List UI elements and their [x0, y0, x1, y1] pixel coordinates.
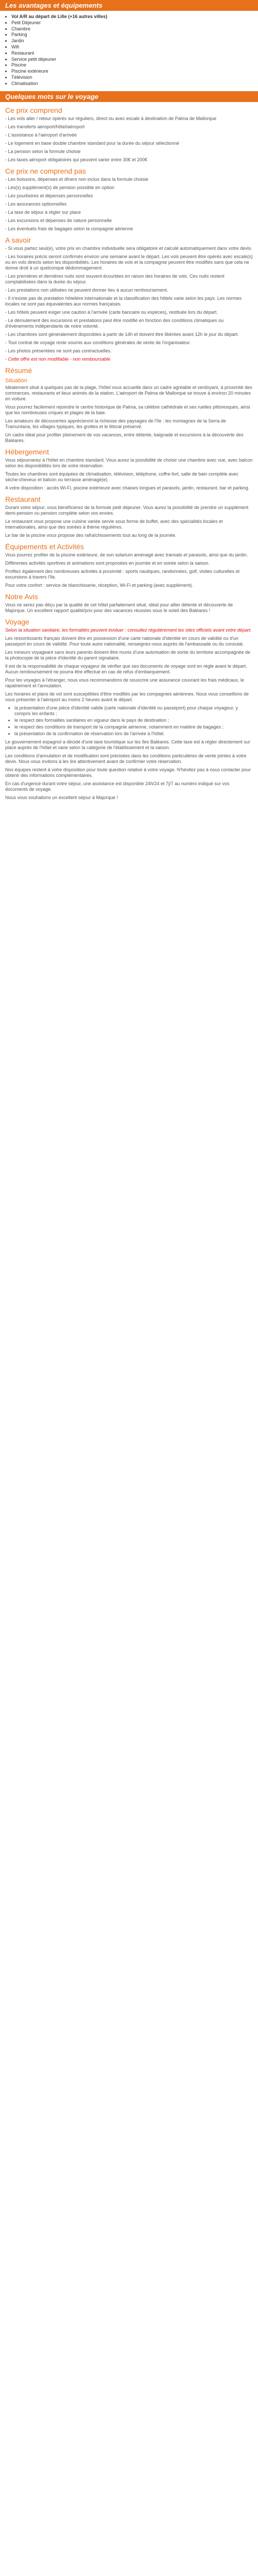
hebergement-paragraph: Toutes les chambres sont équipées de climatisation, télévision, téléphone, coffre-fort, salle de bain complète avec sèche-cheveux et balcon ou terrasse aménagé(e). — [5, 471, 239, 482]
section-title-hebergement: Hébergement — [5, 447, 49, 456]
voyage-paragraph: Les mineurs voyageant sans leurs parents doivent être munis d'une autorisation de sortie du territoire accompagnée de la photocopie de la pièce d'identité du parent signataire. — [5, 649, 250, 660]
a-savoir-paragraph: - Les prestations non utilisées ne peuvent donner lieu à aucun remboursement. — [5, 287, 168, 293]
prix-comprend-item: - Le logement en base double chambre standard pour la durée du séjour sélectionné — [5, 140, 180, 146]
prix-ne-comprend-item: - Les assurances optionnelles — [5, 201, 67, 207]
advantage-item: • Piscine — [11, 62, 258, 69]
equipements-paragraph: Vous pourrez profiter de la piscine extérieure, de son solarium aménagé avec transats et parasols, ainsi que du jardin. — [5, 552, 248, 557]
prix-ne-comprend-item: - Les boissons, dépenses et dîners non inclus dans la formule choisie — [5, 176, 149, 182]
restaurant-paragraph: Le bar de la piscine vous propose des rafraîchissements tout au long de la journée. — [5, 532, 176, 538]
voyage-paragraph: Pour les voyages à l'étranger, nous vous recommandons de souscrire une assurance couvrant les frais médicaux, le rapatriement et l'annulation. — [5, 677, 244, 688]
voyage-closing: Nous vous souhaitons un excellent séjour à Majorque ! — [5, 794, 118, 800]
section-title-a-savoir: A savoir — [5, 235, 31, 244]
section-title-situation: Situation — [5, 377, 27, 384]
a-savoir-paragraph: - Si vous partez seul(e), votre prix en chambre individuelle sera obligatoire et calculé automatiquement dans votre devis. — [5, 245, 252, 251]
hebergement-paragraph: Vous séjournerez à l'hôtel en chambre standard. Vous aurez la possibilité de choisir une chambre avec vue, avec balcon selon les disponibilités lors de votre réservation. — [5, 457, 253, 468]
voyage-warning: Selon la situation sanitaire, les formalités peuvent évoluer : consultez régulièrement les sites officiels avant votre départ. — [5, 627, 252, 633]
a-savoir-paragraph: - Les premières et dernières nuits sont souvent écourtées en raison des horaires de vols. Ces nuits restent comptabilisées dans la durée du séjour. — [5, 273, 224, 284]
a-savoir-paragraph: - Les photos présentées ne sont pas contractuelles. — [5, 348, 112, 353]
advantage-item: • Wifi — [11, 44, 258, 50]
prix-ne-comprend-item: - Les éventuels frais de bagages selon la compagnie aérienne — [5, 226, 133, 231]
section-title-prix-ne-comprend: Ce prix ne comprend pas — [5, 166, 86, 175]
prix-ne-comprend-item: - Les excursions et dépenses de nature personnelle — [5, 217, 112, 223]
a-savoir-warning: - Cette offre est non modifiable - non remboursable — [5, 356, 110, 362]
advantages-banner: Les avantages et équipements — [0, 0, 258, 11]
voyage-paragraph: Il est de la responsabilité de chaque voyageur de vérifier que ses documents de voyage sont en règle avant le départ. Aucun remboursement ne pourra être effectué en cas de refus d'embarquement. — [5, 663, 247, 674]
advantage-item: • Climatisation — [11, 81, 258, 87]
voyage-paragraph: Les ressortissants français doivent être en possession d'une carte nationale d'identité en cours de validité ou d'un passeport en cours de validité. Pour toute autre nationalité, renseignez-vous auprès de l'ambassade ou du consulat. — [5, 635, 244, 647]
a-savoir-paragraph: - Tout contrat de voyage reste soumis aux conditions générales de vente de l'organisateur. — [5, 340, 191, 345]
advantage-item: • Chambre — [11, 26, 258, 32]
hebergement-paragraph: A votre disposition : accès Wi-Fi, piscine extérieure avec chaises longues et parasols, jardin, restaurant, bar et parking. — [5, 485, 250, 490]
section-title-voyage: Voyage — [5, 617, 29, 626]
voyage-closing: Les conditions d'annulation et de modification sont précisées dans les conditions particulières de vente jointes à votre devis. Nous vous invitons à les lire attentivement avant de confirmer votre réservation. — [5, 753, 247, 764]
prix-ne-comprend-item: - Les pourboires et dépenses personnelles — [5, 193, 93, 198]
advantage-item: • Piscine extérieure — [11, 69, 258, 75]
voyage-list-item: • le respect des formalités sanitaires en vigueur dans le pays de destination ; — [14, 718, 253, 723]
prix-comprend-item: - Les transferts aéroport/hôtel/aéroport — [5, 124, 85, 129]
prix-comprend-intro: - Les vols aller / retour opérés sur réguliers, direct ou avec escale à destination de Palma de Mallorque — [5, 115, 217, 121]
a-savoir-paragraph: - Les horaires précis seront confirmés environ une semaine avant le départ. Les vols peuvent être opérés avec escale(s) ou en vols directs selon les disponibilités. Les horaires de vols et la compagnie peuvent être modifiés sans que cela ne donne droit à un quelconque dédommagement. — [5, 253, 253, 270]
equipements-paragraph: Différentes activités sportives et animations sont proposées en journée et en soirée selon la saison. — [5, 560, 210, 566]
section-title-restaurant: Restaurant — [5, 495, 41, 503]
voyage-list-item: • le respect des conditions de transport de la compagnie aérienne, notamment en matière de bagages ; — [14, 724, 253, 730]
voyage-paragraph: Les horaires et plans de vol sont susceptibles d'être modifiés par les compagnies aériennes. Nous vous conseillons de vous présenter à l'aéroport au moins 2 heures avant le départ. — [5, 691, 249, 702]
section-title-avis: Notre Avis — [5, 592, 38, 601]
restaurant-paragraph: Durant votre séjour, vous bénéficierez de la formule petit déjeuner. Vous aurez la possibilité de prendre un supplément demi-pension ou pension complète selon vos envies. — [5, 504, 249, 516]
equipements-paragraph: Profitez également des nombreuses activités à proximité : sports nautiques, randonnées, golf, visites culturelles et excursions à travers l'île. — [5, 568, 240, 580]
a-savoir-paragraph: - Les chambres sont généralement disponibles à partir de 14h et doivent être libérées avant 12h le jour du départ. — [5, 331, 239, 337]
situation-paragraph: Vous pourrez facilement rejoindre le centre historique de Palma, sa célèbre cathédrale et ses ruelles pittoresques, ainsi que les nombreuses criques et plages de la baie. — [5, 404, 250, 415]
voyage-list-item: • la présentation de la confirmation de réservation lors de l'arrivée à l'hôtel. — [14, 731, 253, 737]
advantages-list — [0, 14, 258, 87]
a-savoir-paragraph: - Le déroulement des excursions et prestations peut être modifié en fonction des conditions climatiques ou d'événements indépendants de notre volonté. — [5, 317, 224, 329]
prix-comprend-item: - La pension selon la formule choisie — [5, 148, 81, 154]
voyage-list — [5, 705, 253, 737]
equipements-paragraph: Pour votre confort : service de blanchisserie, réception, Wi-Fi et parking (avec supplément). — [5, 582, 194, 588]
prix-comprend-item: - L'assistance à l'aéroport d'arrivée — [5, 132, 77, 138]
advantage-item: • Petit Déjeuner — [11, 20, 258, 26]
a-savoir-paragraph: - Il n'existe pas de prestation hôtelière internationale et la classification des hôtels varie selon les pays. Les normes locales ne sont pas équivalentes aux normes françaises. — [5, 295, 241, 307]
a-savoir-paragraph: - Les hôtels peuvent exiger une caution à l'arrivée (carte bancaire ou espèces), restituée lors du départ. — [5, 309, 218, 315]
advantage-item: • Télévision — [11, 75, 258, 81]
section-title-resume: Résumé — [5, 366, 33, 375]
advantage-item: • Jardin — [11, 38, 258, 44]
voyage-list-item: • la présentation d'une pièce d'identité valide (carte nationale d'identité ou passeport) pour chaque voyageur, y compris les enfants ; — [14, 705, 253, 717]
voyage-closing: En cas d'urgence durant votre séjour, une assistance est disponible 24h/24 et 7j/7 au numéro indiqué sur vos documents de voyage. — [5, 781, 230, 792]
advantage-item: • Parking — [11, 32, 258, 38]
advantage-item: • Restaurant — [11, 50, 258, 57]
situation-paragraph: Idéalement situé à quelques pas de la plage, l'hôtel vous accueille dans un cadre agréable et verdoyant, à proximité des commerces, restaurants et lieux animés de la station. L'aéroport de Palma de Mallorque se trouve à environ 20 minutes en voiture. — [5, 384, 252, 401]
advantage-item: • Service petit déjeuner — [11, 57, 258, 63]
prix-comprend-item: - Les taxes aéroport obligatoires qui peuvent varier entre 30€ et 200€ — [5, 157, 148, 162]
prix-ne-comprend-item: - La taxe de séjour à régler sur place — [5, 209, 81, 215]
notice-banner: Quelques mots sur le voyage — [0, 91, 258, 102]
section-title-equipements: Équipements et Activités — [5, 542, 84, 551]
main-content — [0, 106, 258, 801]
restaurant-paragraph: Le restaurant vous propose une cuisine variée servie sous forme de buffet, avec des spécialités locales et internationales, ainsi que des soirées à thème régulières. — [5, 518, 223, 530]
voyage-closing: Nos équipes restent à votre disposition pour toute question relative à votre voyage. N'hésitez pas à nous contacter pour obtenir des informations complémentaires. — [5, 767, 251, 778]
avis-paragraph: Vous ne serez pas déçu par la qualité de cet hôtel parfaitement situé, idéal pour allier détente et découverte de Majorque. Un excellent rapport qualité/prix pour des vacances réussies sous le soleil des Baléares ! — [5, 602, 233, 613]
prix-ne-comprend-item: - Les(s) supplément(s) de pension possible en option — [5, 184, 115, 190]
voyage-closing: Le gouvernement espagnol a décidé d'une taxe touristique sur les îles Baléares. Cette taxe est à régler directement sur place auprès de l'hôtel et varie selon la catégorie de l'établissement et la saison. — [5, 739, 250, 750]
section-title-prix-comprend: Ce prix comprend — [5, 106, 62, 114]
situation-paragraph: Les amateurs de découvertes apprécieront la richesse des paysages de l'île : les montagnes de la Serra de Tramuntana, les villages typiques, les grottes et le littoral préservé. — [5, 418, 226, 429]
advantage-item: • Vol A/R au départ de Lille (+16 autres villes) — [11, 14, 258, 20]
situation-paragraph: Un cadre idéal pour profiter pleinement de vos vacances, entre détente, baignade et excursions à la découverte des Baléares. — [5, 432, 244, 443]
